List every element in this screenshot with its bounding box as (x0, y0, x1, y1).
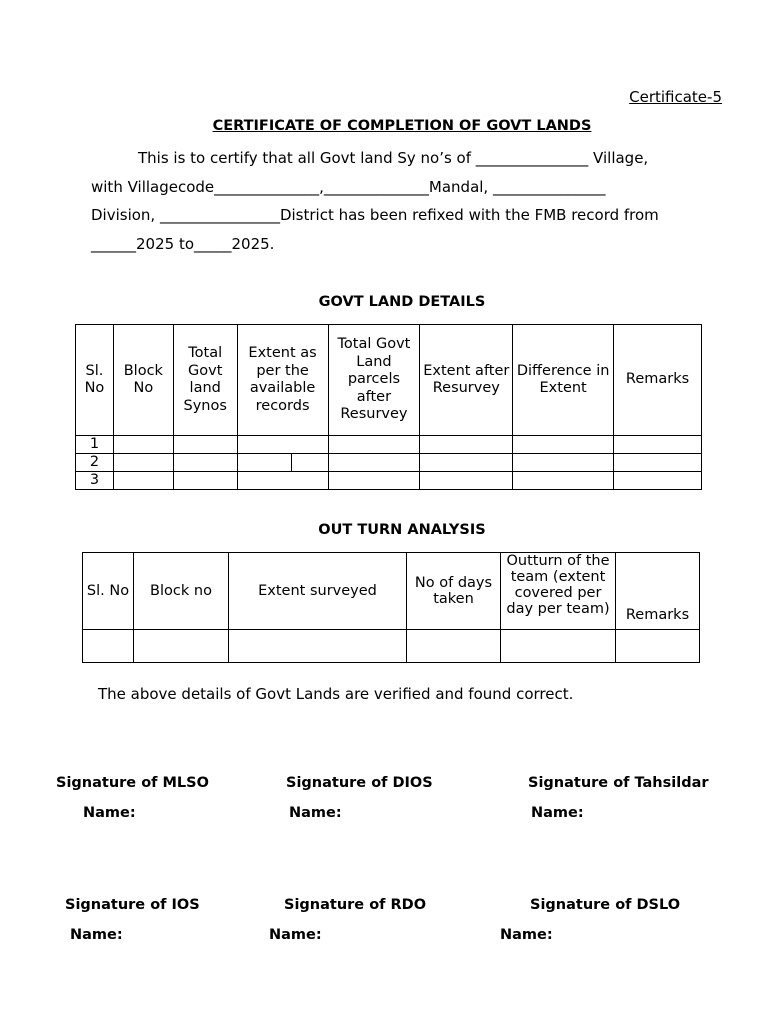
table-row (76, 454, 702, 472)
column-header: Extent after Resurvey (420, 325, 513, 436)
column-header: Sl. No (76, 325, 114, 436)
column-header: Extent surveyed (229, 553, 407, 630)
column-header: Outturn of the team (extent covered per day per team) (501, 553, 616, 630)
table-row (83, 630, 700, 663)
paragraph-line-4: ______2025 to_____2025. (91, 234, 275, 253)
row-number: 1 (76, 436, 114, 454)
verification-statement: The above details of Govt Lands are verified and found correct. (98, 685, 574, 703)
certificate-number: Certificate-5 (629, 88, 722, 106)
signature-mlso: Signature of MLSO (56, 775, 209, 791)
signature-dslo: Signature of DSLO (530, 897, 681, 913)
column-header: Remarks (616, 553, 700, 630)
signature-ios: Signature of IOS (65, 897, 200, 913)
table-row (76, 472, 702, 490)
name-label: Name: (83, 805, 136, 821)
name-label: Name: (500, 927, 553, 943)
signature-rdo: Signature of RDO (284, 897, 427, 913)
column-header: Sl. No (83, 553, 134, 630)
govt-land-details-title: GOVT LAND DETAILS (318, 294, 486, 310)
certificate-paragraph (91, 144, 731, 258)
row-number: 3 (76, 472, 114, 490)
table-row (76, 436, 702, 454)
paragraph-line-2: with Villagecode______________,______________Mandal, _______________ (91, 177, 606, 196)
govt-land-details-table (75, 324, 702, 490)
table-header-row (83, 553, 700, 630)
column-header: Remarks (614, 325, 702, 436)
paragraph-line-3: Division, ________________District has been refixed with the FMB record from (91, 206, 659, 224)
column-header: Total Govt land Synos (173, 325, 237, 436)
column-header: Block no (134, 553, 229, 630)
signature-tahsildar: Signature of Tahsildar (528, 775, 709, 791)
column-header: Block No (113, 325, 173, 436)
out-turn-analysis-table (82, 552, 700, 663)
name-label: Name: (70, 927, 123, 943)
name-label: Name: (269, 927, 322, 943)
column-header: Extent as per the available records (237, 325, 328, 436)
column-header: Total Govt Land parcels after Resurvey (328, 325, 420, 436)
table-header-row (76, 325, 702, 436)
name-label: Name: (531, 805, 584, 821)
name-label: Name: (289, 805, 342, 821)
signature-dios: Signature of DIOS (286, 775, 433, 791)
row-number: 2 (76, 454, 114, 472)
document-title: CERTIFICATE OF COMPLETION OF GOVT LANDS (212, 118, 592, 134)
column-header: Difference in Extent (513, 325, 614, 436)
out-turn-analysis-title: OUT TURN ANALYSIS (318, 522, 486, 538)
paragraph-line-1: This is to certify that all Govt land Sy no’s of _______________ Village, (138, 149, 649, 167)
column-header: No of days taken (407, 553, 501, 630)
